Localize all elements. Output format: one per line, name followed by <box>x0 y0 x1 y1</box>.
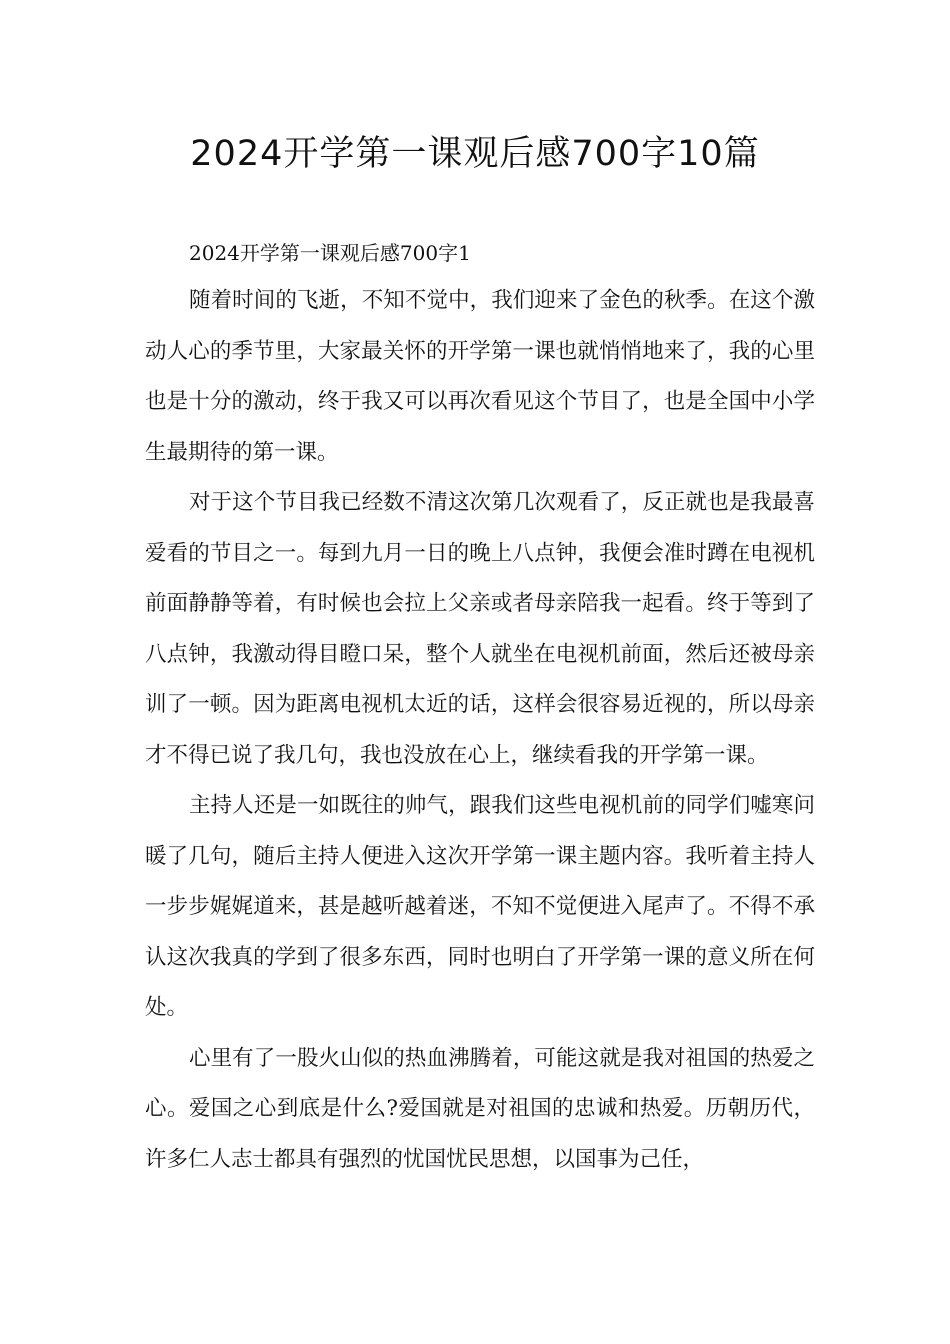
section-heading: 2024开学第一课观后感700字1 <box>189 241 471 265</box>
paragraph-1: 随着时间的飞逝，不知不觉中，我们迎来了金色的秋季。在这个激动人心的季节里，大家最关怀的开学第一课也就悄悄地来了，我的心里也是十分的激动，终于我又可以再次看见这个节目了，也是全国中小学生最期待的第一课。 <box>145 288 815 465</box>
document-title: 2024开学第一课观后感700字10篇 <box>190 134 760 174</box>
document-body <box>145 230 815 1185</box>
paragraph-4: 心里有了一股火山似的热血沸腾着，可能这就是我对祖国的热爱之心。爱国之心到底是什么?爱国就是对祖国的忠诚和热爱。历朝历代，许多仁人志士都具有强烈的忧国忧民思想，以国事为己任， <box>145 1045 815 1172</box>
paragraph-3: 主持人还是一如既往的帅气，跟我们这些电视机前的同学们嘘寒问暖了几句，随后主持人便进入这次开学第一课主题内容。我听着主持人一步步娓娓道来，甚是越听越着迷，不知不觉便进入尾声了。不得不承认这次我真的学到了很多东西，同时也明白了开学第一课的意义所在何处。 <box>145 793 815 1020</box>
paragraph-2: 对于这个节目我已经数不清这次第几次观看了，反正就也是我最喜爱看的节目之一。每到九月一日的晚上八点钟，我便会准时蹲在电视机前面静静等着，有时候也会拉上父亲或者母亲陪我一起看。终于等到了八点钟，我激动得目瞪口呆，整个人就坐在电视机前面，然后还被母亲训了一顿。因为距离电视机太近的话，这样会很容易近视的，所以母亲才不得已说了我几句，我也没放在心上，继续看我的开学第一课。 <box>145 490 815 768</box>
